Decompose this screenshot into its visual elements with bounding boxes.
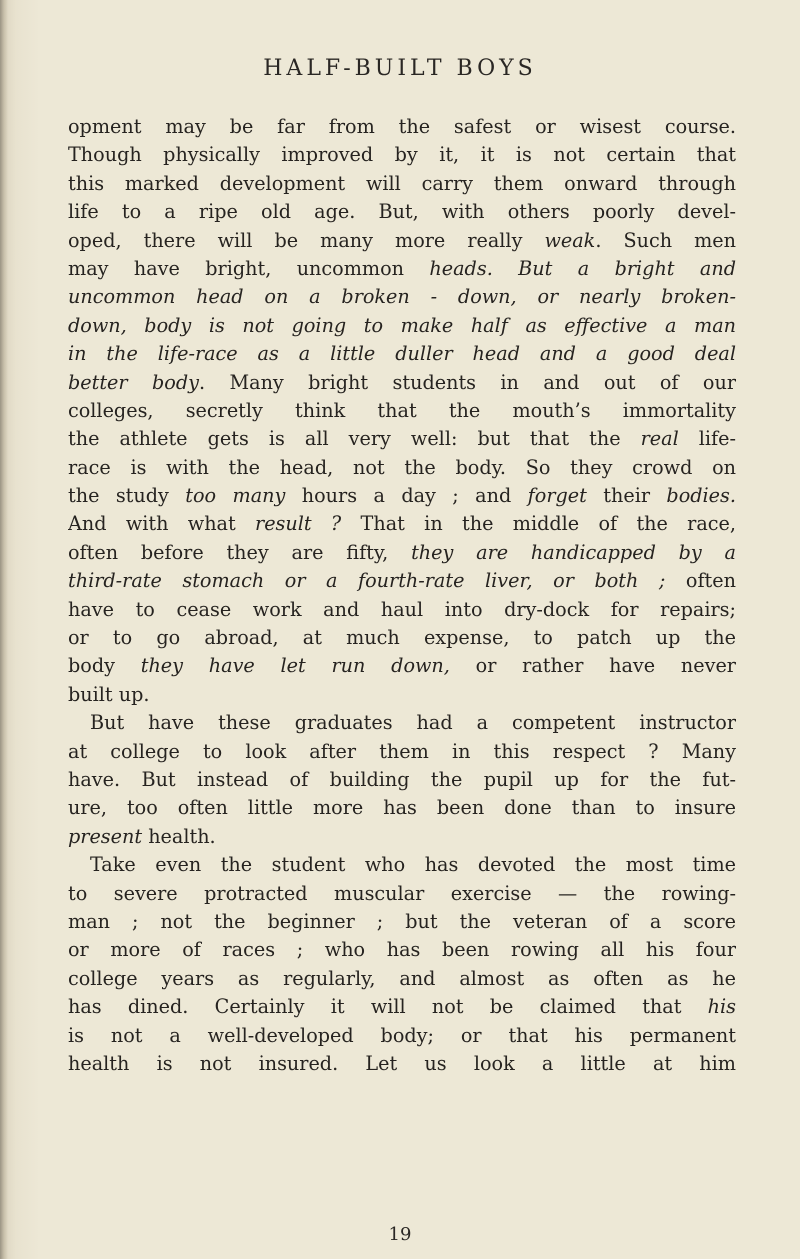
text-run: body [68,654,141,678]
text-line [68,794,736,822]
text-run: may have bright, uncommon [68,256,430,280]
italic-text: they have let run down, [140,654,450,678]
text-run: health is not insured. Let us look a little at him [68,1051,736,1075]
italic-text: real [640,427,679,451]
text-run: college years as regularly, and almost as often as he [68,966,736,990]
page-number: 19 [388,1224,412,1245]
italic-text: forget [527,484,587,508]
text-line [68,624,736,652]
text-run: or more of races ; who has been rowing all his four [68,938,736,962]
text-run: the athlete gets is all very well: but that the [68,427,641,451]
running-head: HALF-BUILT BOYS [263,56,537,81]
text-line [68,227,736,255]
text-line [68,681,736,709]
text-line [68,510,736,538]
text-line [68,425,736,453]
text-run: health. [142,824,216,848]
text-line [68,851,736,879]
text-run: often [665,569,736,593]
text-line [68,993,736,1021]
text-line [68,454,736,482]
text-run: to severe protracted muscular exercise — the rowing- [68,881,736,905]
text-line [68,738,736,766]
text-line [68,539,736,567]
text-run: their [586,484,667,508]
text-run: often before they are fifty, [68,540,412,564]
text-line [68,936,736,964]
italic-text: bodies. [666,484,736,508]
italic-text: in the life-race as a little duller head and a good deal [68,342,736,366]
text-line [68,340,736,368]
text-line [68,170,736,198]
body-text [68,113,736,1078]
text-run: . Many bright students in and out of our [198,370,736,394]
italic-text: too many [185,484,286,508]
italic-text: they are handicapped by a [411,540,736,564]
italic-text: his [707,995,736,1019]
text-run: And with what [68,512,256,536]
text-line [68,369,736,397]
text-line [68,255,736,283]
text-line [68,652,736,680]
text-run: That in the middle of the race, [341,512,736,536]
italic-text: down, body is not going to make half as effective a man [68,313,736,337]
text-line [68,312,736,340]
text-run: hours a day ; and [285,484,528,508]
text-run: race is with the head, not the body. So they crowd on [68,455,736,479]
text-run: have to cease work and haul into dry-dock for repairs; [68,597,736,621]
text-line [68,1050,736,1078]
text-run: But have these graduates had a competent instructor [90,711,736,735]
italic-text: result ? [255,512,342,536]
text-line [68,709,736,737]
italic-text: weak [544,228,596,252]
text-run: life- [678,427,736,451]
text-run: or to go abroad, at much expense, to patch up the [68,626,736,650]
text-line [68,766,736,794]
text-line [68,198,736,226]
text-line [68,596,736,624]
text-line [68,823,736,851]
italic-text: present [68,824,143,848]
text-run: colleges, secretly think that the mouth’s immortality [68,398,736,422]
text-line [68,965,736,993]
text-run: the study [68,484,186,508]
text-line [68,482,736,510]
text-run: opment may be far from the safest or wisest course. [68,115,736,138]
text-run: . Such men [595,228,736,252]
text-run: life to a ripe old age. But, with others poorly devel- [68,200,736,224]
text-run: is not a well-developed body; or that his permanent [68,1023,736,1047]
page-binding-edge [0,0,8,1259]
text-line [68,113,736,141]
italic-text: third-rate stomach or a fourth-rate liver, or both ; [68,569,666,593]
text-run: have. But instead of building the pupil up for the fut- [68,767,736,791]
text-run: built up. [68,682,150,706]
italic-text: uncommon head on a broken - down, or nearly broken- [68,285,736,309]
text-line [68,567,736,595]
text-run: Take even the student who has devoted the most time [90,853,736,877]
text-line [68,283,736,311]
text-line [68,880,736,908]
text-run: has dined. Certainly it will not be claimed that [68,995,708,1019]
text-line [68,397,736,425]
text-run: oped, there will be many more really [68,228,545,252]
text-line [68,141,736,169]
italic-text: better body [68,370,199,394]
text-line [68,1022,736,1050]
text-run: Though physically improved by it, it is not certain that [68,143,736,167]
italic-text: heads. But a bright and [429,256,736,280]
text-run: this marked development will carry them onward through [68,171,736,195]
text-run: at college to look after them in this respect ? Many [68,739,736,763]
text-run: or rather have never [449,654,736,678]
text-line [68,908,736,936]
text-run: man ; not the beginner ; but the veteran of a score [68,909,736,933]
text-run: ure, too often little more has been done than to insure [68,796,736,820]
